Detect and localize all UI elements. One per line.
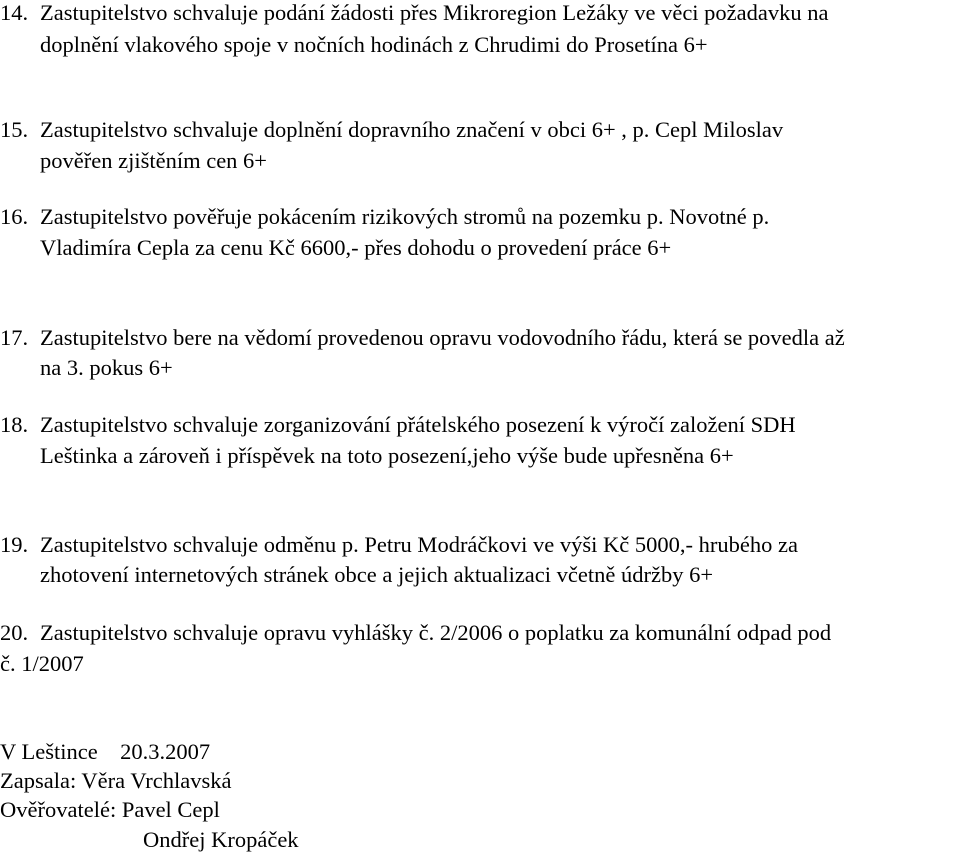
item-number: 18. <box>0 412 29 437</box>
item-text-line: Zastupitelstvo schvaluje doplnění dopravního značení v obci 6+ , p. Cepl Miloslav <box>40 117 784 142</box>
item-text-line: č. 1/2007 <box>0 651 84 676</box>
item-text-line: Zastupitelstvo bere na vědomí provedenou opravu vodovodního řádu, která se povedla až <box>40 325 845 350</box>
item-text-line: pověřen zjištěním cen 6+ <box>40 148 267 173</box>
item-text-line: Zastupitelstvo schvaluje opravu vyhlášky č. 2/2006 o poplatku za komunální odpad pod <box>40 620 832 645</box>
recorder: Zapsala: Věra Vrchlavská <box>0 768 232 793</box>
place-date: V Leštince 20.3.2007 <box>0 739 211 764</box>
verifier-second: Ondřej Kropáček <box>143 827 299 852</box>
verifiers: Ověřovatelé: Pavel Cepl <box>0 797 220 822</box>
item-text-line: Leštinka a zároveň i příspěvek na toto posezení,jeho výše bude upřesněna 6+ <box>40 443 734 468</box>
item-text-line: Zastupitelstvo pověřuje pokácením rizikových stromů na pozemku p. Novotné p. <box>40 204 770 229</box>
item-text-line: doplnění vlakového spoje v nočních hodinách z Chrudimi do Prosetína 6+ <box>40 32 708 57</box>
item-number: 14. <box>0 0 29 25</box>
item-number: 20. <box>0 620 29 645</box>
item-number: 17. <box>0 325 29 350</box>
item-text-line: Zastupitelstvo schvaluje zorganizování přátelského posezení k výročí založení SDH <box>40 412 796 437</box>
item-text-line: Zastupitelstvo schvaluje podání žádosti přes Mikroregion Ležáky ve věci požadavku na <box>40 0 829 25</box>
item-text-line: Vladimíra Cepla za cenu Kč 6600,- přes dohodu o provedení práce 6+ <box>40 235 672 260</box>
item-text-line: Zastupitelstvo schvaluje odměnu p. Petru Modráčkovi ve výši Kč 5000,- hrubého za <box>40 532 798 557</box>
item-number: 15. <box>0 117 29 142</box>
item-number: 19. <box>0 532 29 557</box>
item-number: 16. <box>0 204 29 229</box>
item-text-line: na 3. pokus 6+ <box>40 355 173 380</box>
item-text-line: zhotovení internetových stránek obce a jejich aktualizaci včetně údržby 6+ <box>40 562 714 587</box>
